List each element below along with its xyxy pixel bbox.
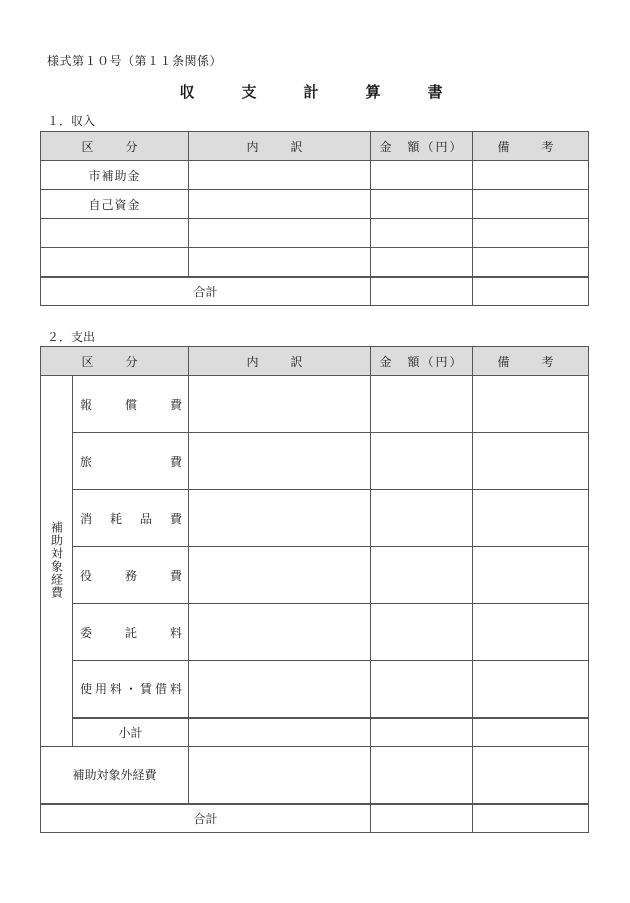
- expense-total-amount[interactable]: [371, 804, 473, 833]
- income-total-label: 合計: [41, 277, 371, 306]
- expense-item-label: [73, 661, 189, 718]
- expense-item-char: 費: [170, 511, 183, 526]
- income-row-label[interactable]: [41, 248, 189, 277]
- remarks-cell[interactable]: [473, 248, 589, 277]
- column-header-category: 区 分: [41, 132, 189, 161]
- remarks-cell[interactable]: [473, 547, 589, 604]
- expense-item-char: ・: [125, 682, 138, 697]
- amount-cell[interactable]: [371, 376, 473, 433]
- income-row-label[interactable]: [41, 219, 189, 248]
- amount-cell[interactable]: [371, 718, 473, 747]
- form-number: 様式第１０号（第１１条関係）: [47, 54, 223, 68]
- amount-cell[interactable]: [371, 248, 473, 277]
- expense-item-char: 賃: [140, 682, 153, 697]
- remarks-cell[interactable]: [473, 376, 589, 433]
- expense-item-char: 報: [80, 397, 93, 412]
- income-total-remarks[interactable]: [473, 277, 589, 306]
- expense-item-char: 料: [170, 682, 183, 697]
- subtotal-label: 小計: [73, 718, 189, 747]
- expense-header-row: [41, 347, 589, 376]
- expense-item-char: 費: [170, 568, 183, 583]
- income-total-amount[interactable]: [371, 277, 473, 306]
- amount-cell[interactable]: [371, 433, 473, 490]
- eligible-expenses-group-cell: [41, 376, 73, 747]
- expense-item-char: 旅: [80, 454, 93, 469]
- expense-total-remarks[interactable]: [473, 804, 589, 833]
- expense-item-char: 務: [125, 568, 138, 583]
- expense-item-char: 借: [155, 682, 168, 697]
- expense-table: [40, 346, 589, 833]
- document-title: 収 支 計 算 書: [179, 83, 459, 101]
- income-row: [41, 190, 589, 219]
- remarks-cell[interactable]: [473, 661, 589, 718]
- breakdown-cell[interactable]: [189, 376, 371, 433]
- amount-cell[interactable]: [371, 490, 473, 547]
- remarks-cell[interactable]: [473, 604, 589, 661]
- column-header-remarks: 備 考: [473, 132, 589, 161]
- column-header-category: 区 分: [41, 347, 189, 376]
- breakdown-cell[interactable]: [189, 248, 371, 277]
- expense-item-row: [41, 604, 589, 661]
- expense-item-char: 償: [125, 397, 138, 412]
- column-header-amount: 金 額（円）: [371, 347, 473, 376]
- remarks-cell[interactable]: [473, 747, 589, 804]
- income-header-row: [41, 132, 589, 161]
- breakdown-cell[interactable]: [189, 718, 371, 747]
- expense-item-row: [41, 433, 589, 490]
- income-row: [41, 161, 589, 190]
- non-eligible-expenses-row: [41, 747, 589, 804]
- amount-cell[interactable]: [371, 161, 473, 190]
- expense-item-label: [73, 433, 189, 490]
- expense-item-char: 耗: [110, 511, 123, 526]
- column-header-amount: 金 額（円）: [371, 132, 473, 161]
- amount-cell[interactable]: [371, 190, 473, 219]
- amount-cell[interactable]: [371, 547, 473, 604]
- amount-cell[interactable]: [371, 219, 473, 248]
- expense-item-char: 品: [140, 511, 153, 526]
- remarks-cell[interactable]: [473, 219, 589, 248]
- expense-item-label: [73, 490, 189, 547]
- expense-item-char: 料: [110, 682, 123, 697]
- expense-item-row: [41, 376, 589, 433]
- breakdown-cell[interactable]: [189, 547, 371, 604]
- expense-item-row: [41, 661, 589, 718]
- income-row-label: 市補助金: [41, 161, 189, 190]
- expense-item-char: 費: [170, 397, 183, 412]
- breakdown-cell[interactable]: [189, 219, 371, 248]
- eligible-expenses-group-label: 補助対象経費: [49, 520, 64, 599]
- amount-cell[interactable]: [371, 661, 473, 718]
- breakdown-cell[interactable]: [189, 747, 371, 804]
- income-row: [41, 219, 589, 248]
- non-eligible-expenses-label: 補助対象外経費: [41, 747, 189, 804]
- remarks-cell[interactable]: [473, 490, 589, 547]
- expense-total-label: 合計: [41, 804, 371, 833]
- breakdown-cell[interactable]: [189, 190, 371, 219]
- income-total-row: [41, 277, 589, 306]
- expense-item-char: 使: [80, 682, 93, 697]
- expense-item-label: [73, 376, 189, 433]
- breakdown-cell[interactable]: [189, 604, 371, 661]
- income-row-label: 自己資金: [41, 190, 189, 219]
- income-section-heading: １．収入: [47, 114, 96, 128]
- remarks-cell[interactable]: [473, 433, 589, 490]
- expense-item-row: [41, 547, 589, 604]
- breakdown-cell[interactable]: [189, 490, 371, 547]
- expense-item-char: 消: [80, 511, 93, 526]
- income-table: [40, 131, 589, 306]
- remarks-cell[interactable]: [473, 190, 589, 219]
- expense-item-char: 用: [95, 682, 108, 697]
- expense-section-heading: ２．支出: [47, 330, 96, 344]
- amount-cell[interactable]: [371, 604, 473, 661]
- breakdown-cell[interactable]: [189, 433, 371, 490]
- expense-item-char: 託: [125, 625, 138, 640]
- expense-total-row: [41, 804, 589, 833]
- column-header-breakdown: 内 訳: [189, 347, 371, 376]
- remarks-cell[interactable]: [473, 718, 589, 747]
- column-header-remarks: 備 考: [473, 347, 589, 376]
- expense-item-label: [73, 604, 189, 661]
- expense-item-char: 役: [80, 568, 93, 583]
- column-header-breakdown: 内 訳: [189, 132, 371, 161]
- expense-item-char: 費: [170, 454, 183, 469]
- remarks-cell[interactable]: [473, 161, 589, 190]
- expense-item-label: [73, 547, 189, 604]
- expense-item-row: [41, 490, 589, 547]
- expense-item-char: 委: [80, 625, 93, 640]
- breakdown-cell[interactable]: [189, 161, 371, 190]
- expense-item-char: 料: [170, 625, 183, 640]
- amount-cell[interactable]: [371, 747, 473, 804]
- expense-subtotal-row: [41, 718, 589, 747]
- breakdown-cell[interactable]: [189, 661, 371, 718]
- income-row: [41, 248, 589, 277]
